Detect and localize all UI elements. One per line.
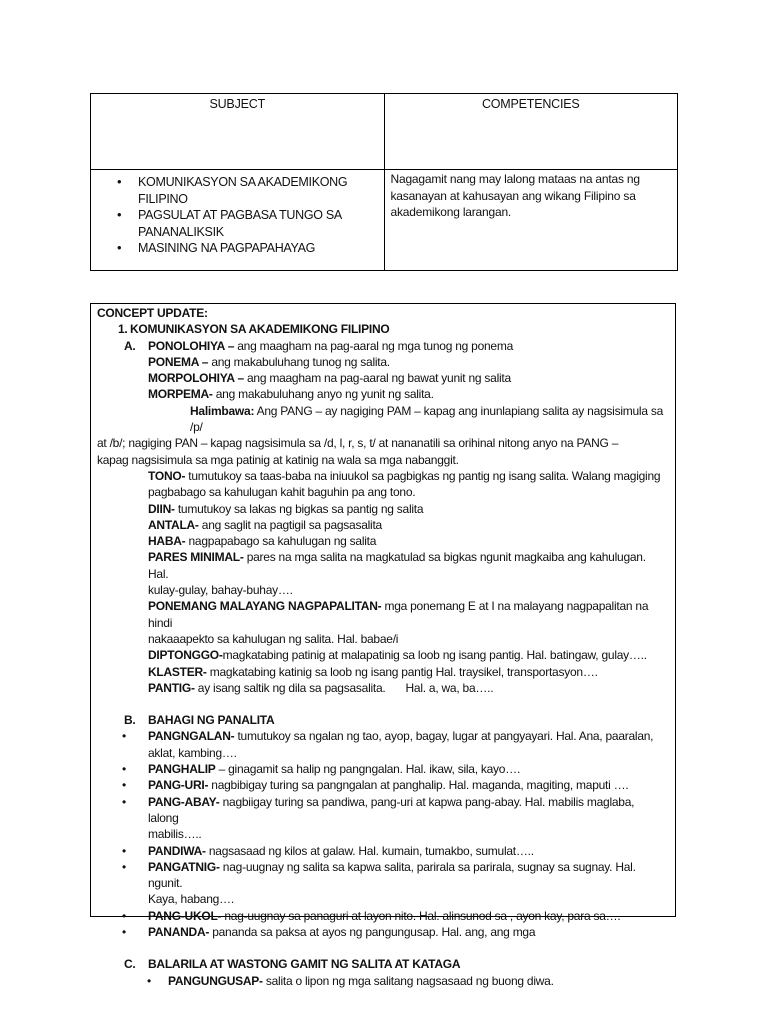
term: PANTIG-: [148, 680, 195, 695]
definition: nagsasaad ng kilos at galaw. Hal. kumain, tumakbo, sumulat…..: [205, 843, 534, 858]
entry-morpolohiya: [97, 370, 663, 386]
term: KLASTER-: [148, 664, 207, 679]
list-item: [97, 908, 663, 924]
definition: tumutukoy sa lakas ng bigkas sa pantig ng salita: [174, 501, 424, 516]
definition: ang makabuluhang tunog ng salita.: [208, 354, 390, 369]
entry-tono: [97, 468, 663, 484]
definition: tumutukoy sa taas-baba na iniuukol sa pagbigkas ng pantig ng isang salita. Walang magiging: [185, 468, 661, 483]
term: PANGATNIG-: [148, 859, 220, 874]
entry-klaster: [97, 664, 663, 680]
definition: ang saglit na pagtigil sa pagsasalita: [198, 517, 382, 532]
term: PANG-UKOL-: [148, 908, 222, 923]
list-item: [97, 924, 663, 940]
section-title: KOMUNIKASYON SA AKADEMIKONG FILIPINO: [130, 322, 390, 337]
concept-title: CONCEPT UPDATE:: [97, 306, 208, 320]
term: PONOLOHIYA –: [148, 338, 235, 353]
halimbawa-line-3: kapag nagsisimula sa mga patinig at katinig na wala sa mga nabanggit.: [97, 452, 459, 467]
term: PANANDA-: [148, 924, 210, 939]
entry-ponemang-malayang-cont: nakaaapekto sa kahulugan ng salita. Hal. babae/i: [148, 631, 399, 646]
term: MORPEMA-: [148, 387, 213, 402]
definition: ang maagham na pag-aaral ng mga tunog ng ponema: [234, 338, 514, 353]
definition: ang maagham na pag-aaral ng bawat yunit ng salita: [243, 371, 511, 386]
competencies-cell: [384, 170, 678, 271]
definition: nagbiigay turing sa pandiwa, pang-uri at kapwa pang-abay. Hal. mabilis maglaba, lalong: [148, 794, 635, 825]
term: PONEMA –: [148, 354, 209, 369]
subject-list: [91, 174, 384, 257]
section-letter: A.: [124, 338, 136, 353]
entry-pantig: [97, 680, 663, 696]
entry-ponolohiya: [97, 338, 663, 354]
concept-update-box: [90, 303, 676, 988]
list-item: • KOMUNIKASYON SA AKADEMIKONG FILIPINO: [91, 174, 384, 207]
section-1-heading: [97, 321, 663, 337]
list-item: • PAGSULAT AT PAGBASA TUNGO SA PANANALIKSIK: [91, 207, 384, 240]
list-item: [97, 761, 663, 777]
definition-cont: mabilis…..: [148, 827, 202, 842]
list-item: [97, 859, 663, 908]
term: TONO-: [148, 468, 186, 483]
entry-morpema: [97, 386, 663, 402]
table-header-row: [91, 94, 678, 170]
list-item: [97, 843, 663, 859]
definition: pares na mga salita na magkatulad sa bigkas ngunit magkaiba ang kahulugan. Hal.: [148, 550, 646, 581]
term: PANGNGALAN-: [148, 729, 235, 744]
definition: tumutukoy sa ngalan ng tao, ayop, bagay, lugar at pangyayari. Hal. Ana, paaralan,: [234, 729, 654, 744]
competencies-header: COMPETENCIES: [384, 94, 678, 170]
definition: ay isang saltik ng dila sa pagsasalita.: [194, 680, 386, 695]
definition: mga ponemang E at I na malayang nagpapalitan na hindi: [148, 599, 649, 630]
definition: nagbibigay turing sa pangngalan at panghalip. Hal. maganda, magiting, maputi ….: [208, 778, 629, 793]
list-item: [97, 728, 663, 761]
section-number: 1.: [118, 322, 128, 337]
list-item: [97, 973, 663, 989]
term: DIIN-: [148, 501, 175, 516]
definition: magkatabing patinig at malapatinig sa loob ng isang pantig. Hal. batingaw, gulay…..: [222, 648, 647, 663]
term: PANGHALIP: [148, 762, 216, 777]
section-letter: C.: [124, 957, 136, 972]
term: PANG-URI-: [148, 778, 209, 793]
entry-pares-minimal: [97, 549, 663, 582]
term: DIPTONGGO-: [148, 648, 223, 663]
term: Halimbawa:: [190, 403, 255, 418]
entry-haba: [97, 533, 663, 549]
entry-tono-cont: pagbabago sa kahulugan kahit baguhin pa ang tono.: [148, 485, 416, 500]
definition-cont: aklat, kambing….: [148, 745, 237, 760]
section-title: BAHAGI NG PANALITA: [148, 713, 275, 728]
definition: nagpapabago sa kahulugan ng salita: [185, 534, 377, 549]
definition: salita o lipon ng mga salitang nagsasaad ng buong diwa.: [262, 973, 554, 988]
section-title: BALARILA AT WASTONG GAMIT NG SALITA AT KATAGA: [148, 957, 461, 972]
entry-antala: [97, 517, 663, 533]
term: PANDIWA-: [148, 843, 206, 858]
section-c-heading: [97, 956, 663, 972]
halimbawa-line-2: at /b/; nagiging PAN – kapag nagsisimula sa /d, l, r, s, t/ at nananatili sa orihinal nitong anyo na PANG –: [97, 436, 619, 451]
table-row: [91, 170, 678, 271]
term: MORPOLOHIYA –: [148, 371, 244, 386]
term: PONEMANG MALAYANG NAGPAPALITAN-: [148, 599, 382, 614]
competency-text: Nagagamit nang may lalong mataas na antas ng kasanayan at kahusayan ang wikang Filipino sa akademikong larangan.: [390, 172, 640, 219]
definition: – ginagamit sa halip ng pangngalan. Hal. ikaw, sila, kayo….: [215, 762, 521, 777]
section-b-heading: [97, 712, 663, 728]
entry-diin: [97, 501, 663, 517]
subject-competencies-table: [90, 93, 678, 271]
definition-cont: Kaya, habang….: [148, 892, 234, 907]
definition: Ang PANG – ay nagiging PAM – kapag ang inunlapiang salita ay nagsisimula sa /p/: [190, 403, 664, 435]
example: Hal. a, wa, ba…..: [405, 680, 494, 695]
term: ANTALA-: [148, 517, 199, 532]
definition: magkatabing katinig sa loob ng isang pantig Hal. traysikel, transportasyon….: [206, 664, 598, 679]
term: PANGUNGUSAP-: [168, 973, 263, 988]
subjects-cell: [91, 170, 385, 271]
entry-ponema: [97, 354, 663, 370]
entry-ponemang-malayang: [97, 598, 663, 631]
entry-diptonggo: [97, 647, 663, 663]
term: HABA-: [148, 534, 186, 549]
list-item: • MASINING NA PAGPAPAHAYAG: [91, 240, 384, 257]
section-letter: B.: [124, 713, 136, 728]
term: PARES MINIMAL-: [148, 550, 244, 565]
list-item: [97, 777, 663, 793]
definition: ang makabuluhang anyo ng yunit ng salita.: [212, 387, 434, 402]
definition: pananda sa paksa at ayos ng pangungusap. Hal. ang, ang mga: [209, 924, 536, 939]
entry-pares-minimal-cont: kulay-gulay, bahay-buhay….: [148, 583, 293, 598]
list-item: [97, 794, 663, 843]
subject-header: SUBJECT: [91, 94, 385, 170]
term: PANG-ABAY-: [148, 794, 220, 809]
definition: nag-uugnay ng salita sa kapwa salita, parirala sa parirala, sugnay sa sugnay. Hal. ngunit.: [148, 859, 636, 891]
definition: nag-uugnay sa panaguri at layon nito. Hal. alinsunod sa , ayon kay, para sa….: [221, 908, 621, 923]
halimbawa-line-1: [97, 403, 663, 436]
